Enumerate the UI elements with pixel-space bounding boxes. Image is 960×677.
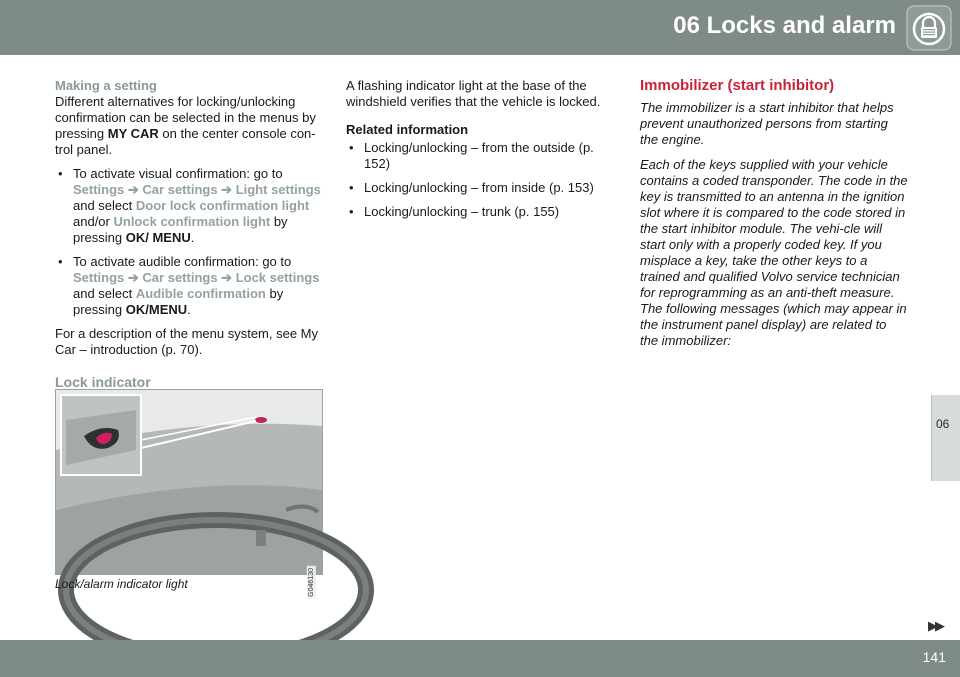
chapter-tab[interactable]	[931, 395, 960, 481]
immobilizer-description: Each of the keys supplied with your vehicle contains a coded transponder. The code in the key is transmitted to an antenna in the ignition slot where it is compared to the code stored in the start inhibitor module. The vehi-cle will start only with a properly coded key. If you misplace a key, take the other keys to a trained and qualified Volvo service technician for reprogramming as an anti-theft measure. The following messages (which may appear in the instrument panel display) are related to the immobilizer:	[640, 157, 908, 348]
column-right	[640, 78, 908, 358]
immobilizer-intro: The immobilizer is a start inhibitor that helps prevent unauthorized persons from starting the engine.	[640, 100, 894, 147]
figure-code: G046130	[308, 568, 315, 597]
arrow-right-icon: ➔	[124, 270, 143, 285]
flashing-light-paragraph: A flashing indicator light at the base of the windshield verifies that the vehicle is locked.	[346, 78, 601, 109]
arrow-right-icon: ➔	[217, 182, 236, 197]
making-setting-heading: Making a setting	[55, 78, 157, 93]
related-link-trunk[interactable]: • Locking/unlocking – trunk (p. 155)	[346, 204, 608, 220]
related-info-heading: Related information	[346, 122, 469, 137]
arrow-right-icon: ➔	[124, 182, 143, 197]
column-left	[55, 78, 323, 394]
chapter-title: 06 Locks and alarm	[673, 12, 896, 39]
related-link-outside[interactable]: • Locking/unlocking – from the outside (p. 152)	[346, 140, 608, 172]
menu-system-reference: For a description of the menu system, see My Car – introduction (p. 70).	[55, 326, 318, 357]
chapter-tab-label: 06	[936, 417, 950, 431]
next-page-icon: ▶▶	[928, 618, 942, 633]
intro-paragraph: Different alternatives for locking/unlocking confirmation can be selected in the menus by pressing MY CAR on the center console con-trol panel.	[55, 94, 316, 157]
lock-icon	[906, 5, 952, 51]
arrow-right-icon: ➔	[217, 270, 236, 285]
visual-confirmation-item: • To activate visual confirmation: go to Settings ➔ Car settings ➔ Light settings and select Door lock confirmation light and/or Unlock confirmation light by pressing OK/ MENU.	[55, 166, 323, 246]
immobilizer-heading: Immobilizer (start inhibitor)	[640, 77, 835, 94]
page-number: 141	[922, 649, 946, 665]
page-header	[0, 0, 960, 55]
figure-caption: Lock/alarm indicator light	[55, 577, 188, 591]
column-middle	[346, 78, 608, 228]
related-link-inside[interactable]: • Locking/unlocking – from inside (p. 153)	[346, 180, 608, 196]
page-footer	[0, 640, 960, 677]
audible-confirmation-item: • To activate audible confirmation: go to Settings ➔ Car settings ➔ Lock settings and select Audible confirmation by pressing OK/MENU.	[55, 254, 323, 318]
lock-indicator-heading: Lock indicator	[55, 374, 151, 390]
